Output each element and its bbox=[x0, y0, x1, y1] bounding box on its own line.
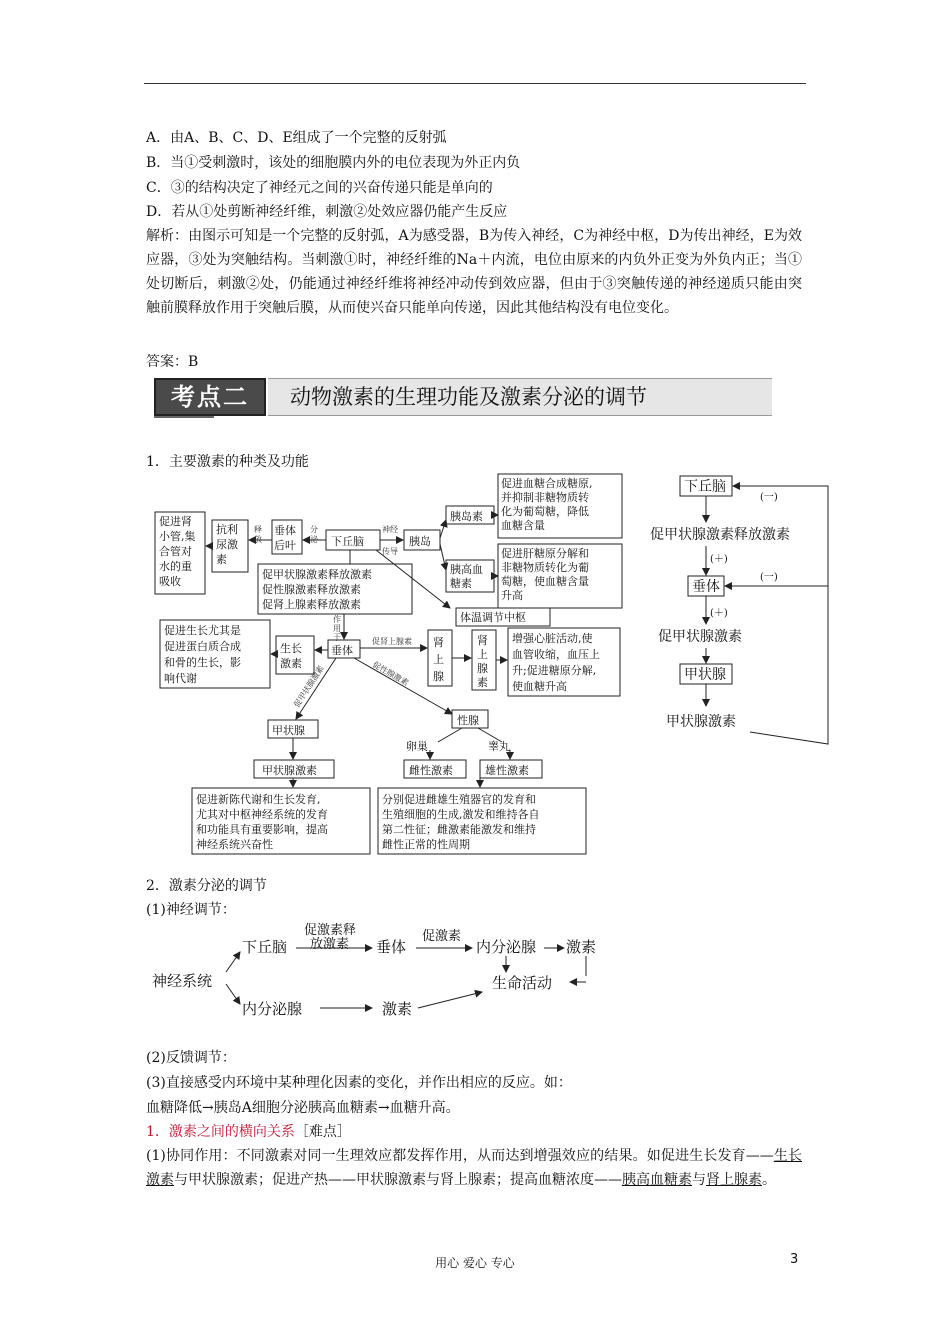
islet-text: 胰岛 bbox=[409, 535, 431, 548]
svg-text:上: 上 bbox=[433, 653, 444, 666]
difficulty-tag: ［难点］ bbox=[294, 1124, 351, 1140]
svg-text:促进蛋白质合成: 促进蛋白质合成 bbox=[164, 640, 241, 653]
header-rule bbox=[144, 83, 806, 84]
fb-minus-1: (一) bbox=[760, 492, 778, 503]
adrenaline-text: 肾 bbox=[477, 634, 488, 647]
svg-text:使血糖升高: 使血糖升高 bbox=[512, 680, 567, 693]
flow-life: 生命活动 bbox=[492, 974, 553, 992]
gh-term: 生长激素 bbox=[146, 1148, 802, 1188]
svg-text:合管对: 合管对 bbox=[159, 545, 192, 558]
pituitary-text: 垂体 bbox=[331, 644, 353, 657]
section3-title: 1．激素之间的横向关系 bbox=[146, 1124, 295, 1140]
banner-title: 动物激素的生理功能及激素分泌的调节 bbox=[268, 378, 772, 416]
fb-plus-2: (＋) bbox=[710, 608, 728, 619]
svg-text:血管收缩，血压上: 血管收缩，血压上 bbox=[512, 648, 600, 661]
flow-hormone2: 激素 bbox=[382, 1000, 413, 1018]
svg-text:升;促进糖原分解,: 升;促进糖原分解, bbox=[512, 664, 597, 677]
footer-slogan: 用心 爱心 专心 bbox=[435, 1256, 515, 1270]
act-adrenal-label: 促肾上腺素 bbox=[372, 637, 412, 646]
svg-text:血糖含量: 血糖含量 bbox=[501, 519, 545, 532]
fb-thyroid: 甲状腺 bbox=[684, 667, 726, 683]
svg-text:素: 素 bbox=[216, 553, 227, 566]
flow-nervous: 神经系统 bbox=[152, 972, 213, 990]
adrenaline-fn-text: 增强心脏活动,使 bbox=[512, 632, 593, 645]
testis-text: 睾丸 bbox=[488, 740, 510, 753]
fb-trh: 促甲状腺激素释放激素 bbox=[650, 527, 790, 543]
answer: 答案：B bbox=[146, 354, 199, 370]
direct-title: (3)直接感受内环境中某种理化因素的变化，并作出相应的反应。如： bbox=[146, 1075, 572, 1091]
synergy-paragraph: (1)协同作用：不同激素对同一生理效应都发挥作用，从而达到增强效应的结果。如促进生长发育——生长激素与甲状腺激素；促进产热——甲状腺激素与肾上腺素；提高血糖浓度——胰高血糖素与肾上腺素。 bbox=[146, 1148, 802, 1188]
adrenal-text: 肾 bbox=[433, 636, 444, 649]
banner-notch bbox=[154, 416, 214, 418]
gh-text: 生长 bbox=[280, 642, 302, 655]
feedback-title: (2)反馈调节： bbox=[146, 1050, 236, 1066]
thyroxine-text: 甲状腺激素 bbox=[262, 764, 317, 777]
flow-pituitary: 垂体 bbox=[376, 938, 407, 956]
releasing-text: 促甲状腺激素释放激素 bbox=[262, 568, 372, 581]
svg-text:素: 素 bbox=[477, 676, 488, 689]
flow-tropic: 促激素 bbox=[422, 929, 462, 944]
svg-text:生殖细胞的生成,激发和维持各自: 生殖细胞的生成,激发和维持各自 bbox=[382, 808, 540, 821]
svg-text:糖素: 糖素 bbox=[450, 577, 472, 590]
svg-text:水的重: 水的重 bbox=[159, 560, 192, 573]
flow-hormone: 激素 bbox=[566, 938, 597, 956]
svg-text:第二性征；雌激素能激发和维持: 第二性征；雌激素能激发和维持 bbox=[382, 823, 536, 836]
fb-minus-2: (一) bbox=[760, 572, 778, 583]
fb-plus-1: (＋) bbox=[710, 554, 728, 565]
svg-text:上: 上 bbox=[477, 648, 488, 661]
gh-fn-text: 促进生长尤其是 bbox=[164, 624, 241, 637]
option-b: B．当①受刺激时，该处的细胞膜内外的电位表现为外正内负 bbox=[146, 155, 521, 171]
svg-text:促性腺激素释放激素: 促性腺激素释放激素 bbox=[262, 583, 361, 596]
svg-text:促肾上腺素释放激素: 促肾上腺素释放激素 bbox=[262, 598, 361, 611]
svg-text:化为葡萄糖，降低: 化为葡萄糖，降低 bbox=[501, 505, 589, 518]
svg-text:和骨的生长，影: 和骨的生长，影 bbox=[164, 656, 241, 669]
section3-heading bbox=[146, 1122, 351, 1142]
kidney-text: 促进肾 bbox=[159, 515, 192, 528]
insulin-fn-text: 促进血糖合成糖原, bbox=[501, 477, 593, 490]
svg-text:传导: 传导 bbox=[382, 547, 398, 556]
sex-fn-text: 分别促进雌雄生殖器官的发育和 bbox=[382, 793, 536, 806]
fb-hypothalamus: 下丘脑 bbox=[684, 479, 726, 495]
svg-text:非糖物质转化为葡: 非糖物质转化为葡 bbox=[501, 561, 589, 574]
svg-text:小管,集: 小管,集 bbox=[159, 530, 196, 543]
tsh-label: 促甲状腺激素 bbox=[292, 663, 326, 710]
thyroid-text: 甲状腺 bbox=[272, 724, 305, 737]
svg-text:泌: 泌 bbox=[310, 535, 318, 544]
section-banner bbox=[154, 378, 772, 418]
svg-text:响代谢: 响代谢 bbox=[164, 672, 197, 685]
gonad-label: 促性腺激素 bbox=[371, 659, 411, 688]
option-a: A．由A、B、C、D、E组成了一个完整的反射弧 bbox=[146, 130, 447, 146]
svg-text:放: 放 bbox=[254, 535, 262, 544]
posterior-text: 垂体 bbox=[274, 524, 296, 537]
secrete-label: 分 bbox=[310, 525, 318, 534]
svg-text:升高: 升高 bbox=[501, 589, 523, 602]
svg-text:腺: 腺 bbox=[477, 662, 488, 675]
hormone-diagram bbox=[150, 470, 630, 860]
glucagon-term: 胰高血糖素 bbox=[622, 1172, 692, 1188]
svg-text:激素: 激素 bbox=[280, 657, 302, 670]
section1-heading: 1．主要激素的种类及功能 bbox=[146, 454, 309, 470]
insulin-text: 胰岛素 bbox=[450, 510, 483, 523]
neural-label: 神经 bbox=[382, 525, 398, 534]
option-d: D．若从①处剪断神经纤维，刺激②处效应器仍能产生反应 bbox=[146, 204, 508, 220]
example: 血糖降低→胰岛A细胞分泌胰高血糖素→血糖升高。 bbox=[146, 1100, 460, 1116]
svg-text:吸收: 吸收 bbox=[159, 575, 181, 588]
flow-gland2: 内分泌腺 bbox=[242, 1000, 303, 1018]
section2-heading: 2．激素分泌的调节 bbox=[146, 878, 267, 894]
flow-releasing: 促激素释 bbox=[304, 923, 357, 938]
hypothalamus-text: 下丘脑 bbox=[331, 535, 364, 548]
glucagon-fn-text: 促进肝糖原分解和 bbox=[501, 547, 589, 560]
option-c: C．③的结构决定了神经元之间的兴奋传递只能是单向的 bbox=[146, 180, 493, 196]
svg-text:尿激: 尿激 bbox=[216, 538, 238, 551]
act-label: 作 bbox=[333, 615, 341, 624]
neural-title: (1)神经调节： bbox=[146, 902, 236, 918]
release-label: 释 bbox=[254, 525, 262, 534]
svg-text:并抑制非糖物质转: 并抑制非糖物质转 bbox=[501, 491, 589, 504]
ovary-text: 卵巢 bbox=[406, 740, 428, 753]
svg-text:后叶: 后叶 bbox=[274, 539, 296, 552]
svg-text:神经系统兴奋性: 神经系统兴奋性 bbox=[196, 838, 273, 851]
adh-text: 抗利 bbox=[216, 523, 238, 536]
svg-text:尤其对中枢神经系统的发育: 尤其对中枢神经系统的发育 bbox=[196, 808, 328, 821]
fb-pituitary: 垂体 bbox=[692, 579, 720, 595]
svg-text:腺: 腺 bbox=[433, 670, 444, 683]
svg-text:放激素: 放激素 bbox=[310, 937, 350, 952]
neural-flow bbox=[146, 920, 626, 1030]
flow-hypothalamus: 下丘脑 bbox=[242, 938, 288, 956]
fb-thyroxine: 甲状腺激素 bbox=[666, 714, 736, 730]
gonad-text: 性腺 bbox=[457, 714, 479, 727]
feedback-diagram bbox=[650, 470, 840, 760]
adrenaline-term: 肾上腺素 bbox=[706, 1172, 762, 1188]
svg-text:萄糖，使血糖含量: 萄糖，使血糖含量 bbox=[501, 575, 589, 588]
banner-tag: 考点二 bbox=[154, 378, 266, 416]
svg-text:于: 于 bbox=[333, 633, 341, 642]
svg-text:和功能具有重要影响，提高: 和功能具有重要影响，提高 bbox=[196, 823, 328, 836]
estrogen-text: 雌性激素 bbox=[409, 764, 453, 777]
analysis: 解析：由图示可知是一个完整的反射弧，A为感受器，B为传入神经，C为神经中枢，D为传出神经，E为效应器，③处为突触结构。当刺激①时，神经纤维的Na＋内流，电位由原来的内负外正变为外负内正；当①处切断后，刺激②处，仍能通过神经纤维将神经冲动传到效应器，但由于③突触传递的神经递质只能由突触前膜释放作用于突触后膜，从而使兴奋只能单向传递，因此其他结构没有电位变化。 bbox=[146, 228, 802, 316]
thyroxine-fn-text: 促进新陈代谢和生长发育, bbox=[196, 793, 321, 806]
svg-text:雌性正常的性周期: 雌性正常的性周期 bbox=[382, 838, 470, 851]
fb-tsh: 促甲状腺激素 bbox=[658, 629, 742, 645]
androgen-text: 雄性激素 bbox=[485, 764, 529, 777]
flow-gland: 内分泌腺 bbox=[476, 938, 537, 956]
svg-text:用: 用 bbox=[333, 624, 341, 633]
thermo-text: 体温调节中枢 bbox=[460, 611, 526, 624]
page-number: 3 bbox=[790, 1252, 799, 1267]
glucagon-text: 胰高血 bbox=[450, 563, 483, 576]
